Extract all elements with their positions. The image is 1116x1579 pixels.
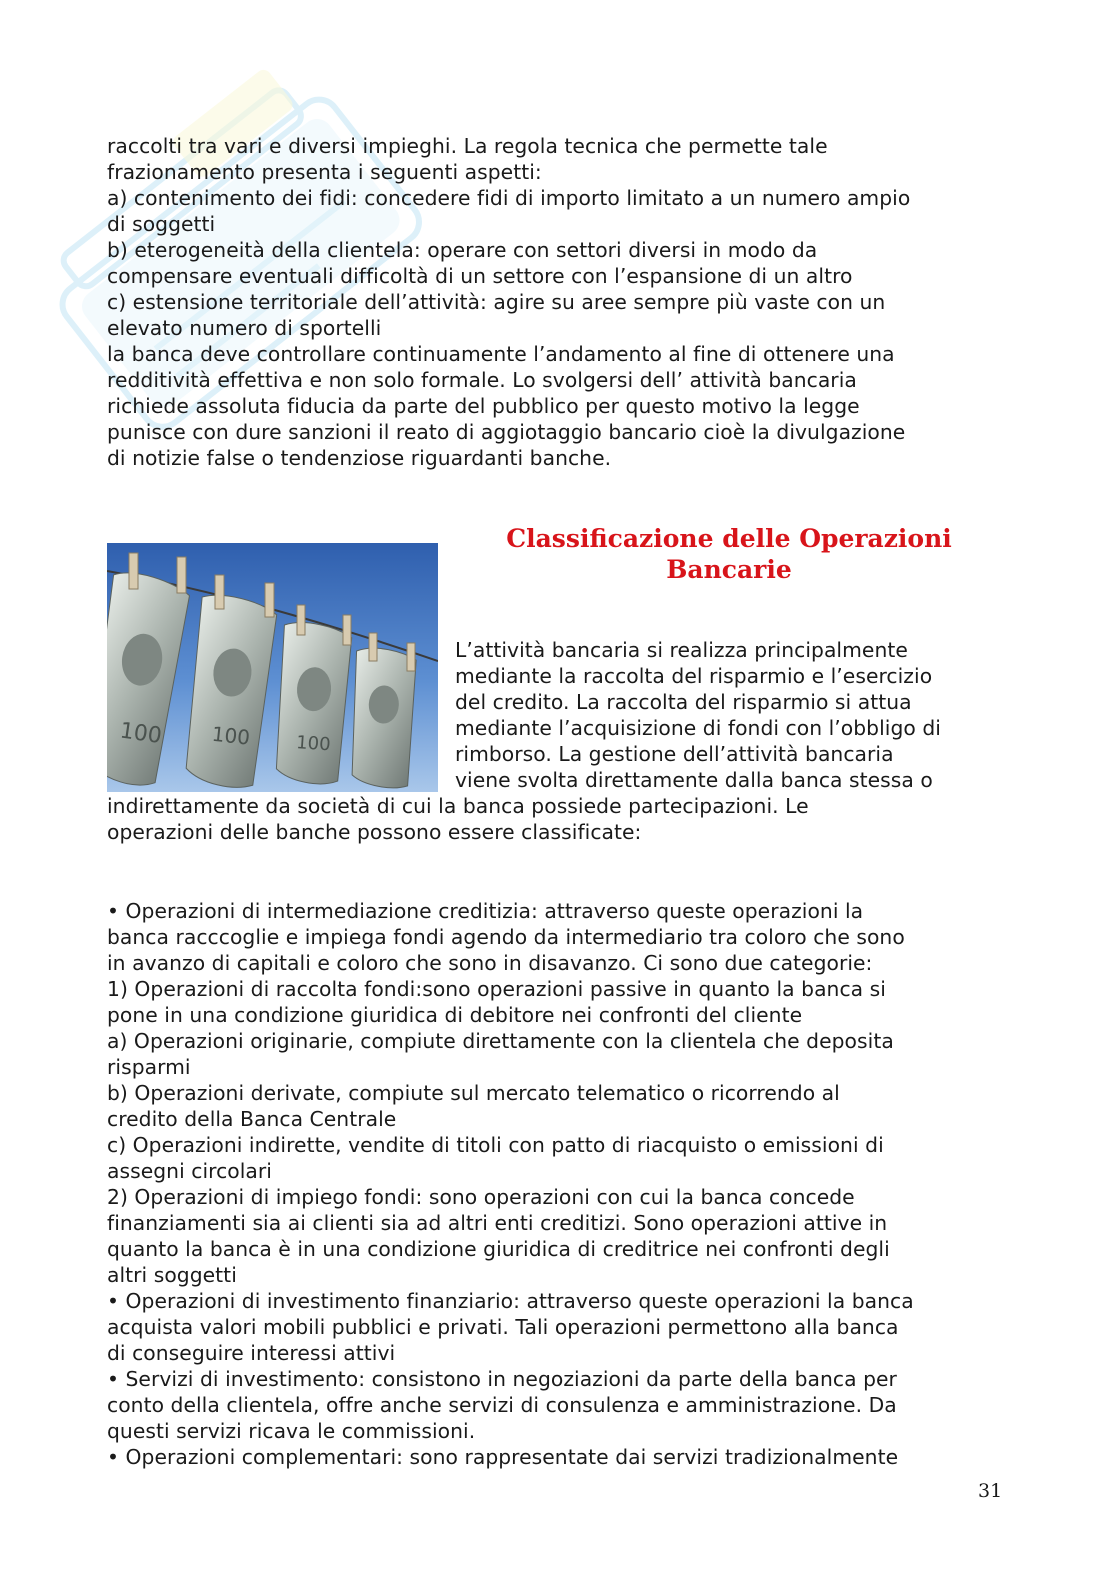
text-line: redditività effettiva e non solo formale. Lo svolgersi dell’ attività bancaria (107, 368, 857, 392)
heading-line: Classificazione delle Operazioni (506, 524, 952, 553)
text-line: b) eterogeneità della clientela: operare con settori diversi in modo da (107, 238, 818, 262)
list-item: a) Operazioni originarie, compiute direttamente con la clientela che deposita (107, 1029, 894, 1053)
banknotes-photo (107, 543, 438, 792)
list-item: conto della clientela, offre anche servizi di consulenza e amministrazione. Da (107, 1393, 897, 1417)
list-item: credito della Banca Centrale (107, 1107, 397, 1131)
text-line: L’attività bancaria si realizza principalmente (455, 638, 908, 662)
list-item: 2) Operazioni di impiego fondi: sono operazioni con cui la banca concede (107, 1185, 855, 1209)
operations-list (107, 898, 914, 1470)
heading-line: Bancarie (666, 555, 792, 584)
text-line: indirettamente da società di cui la banca possiede partecipazioni. Le (107, 794, 809, 818)
list-item: b) Operazioni derivate, compiute sul mercato telematico o ricorrendo al (107, 1081, 840, 1105)
list-item: • Operazioni complementari: sono rappresentate dai servizi tradizionalmente (107, 1445, 899, 1469)
svg-text:100: 100 (210, 721, 252, 750)
list-item: quanto la banca è in una condizione giuridica di creditrice nei confronti degli (107, 1237, 890, 1261)
banknotes-on-clothesline-icon (107, 543, 438, 792)
list-item: • Operazioni di intermediazione creditizia: attraverso queste operazioni la (107, 899, 864, 923)
text-line: la banca deve controllare continuamente l’andamento al fine di ottenere una (107, 342, 895, 366)
page-number: 31 (978, 1480, 1003, 1502)
list-item: questi servizi ricava le commissioni. (107, 1419, 476, 1443)
list-item: di conseguire interessi attivi (107, 1341, 396, 1365)
intro-continuation (107, 793, 809, 845)
text-line: del credito. La raccolta del risparmio si attua (455, 690, 912, 714)
list-item: pone in una condizione giuridica di debitore nei confronti del cliente (107, 1003, 803, 1027)
list-item: 1) Operazioni di raccolta fondi:sono operazioni passive in quanto la banca si (107, 977, 886, 1001)
svg-text:100: 100 (118, 718, 164, 750)
list-item: banca racccoglie e impiega fondi agendo da intermediario tra coloro che sono (107, 925, 905, 949)
text-line: di notizie false o tendenziose riguardanti banche. (107, 446, 612, 470)
list-item: c) Operazioni indirette, vendite di titoli con patto di riacquisto o emissioni di (107, 1133, 884, 1157)
text-line: c) estensione territoriale dell’attività: agire su aree sempre più vaste con un (107, 290, 886, 314)
text-line: richiede assoluta fiducia da parte del pubblico per questo motivo la legge (107, 394, 860, 418)
text-line: frazionamento presenta i seguenti aspetti: (107, 160, 542, 184)
text-line: a) contenimento dei fidi: concedere fidi di importo limitato a un numero ampio (107, 186, 911, 210)
svg-text:100: 100 (295, 732, 332, 756)
text-line: mediante l’acquisizione di fondi con l’obbligo di (455, 716, 941, 740)
list-item: finanziamenti sia ai clienti sia ad altri enti creditizi. Sono operazioni attive in (107, 1211, 888, 1235)
text-line: operazioni delle banche possono essere classificate: (107, 820, 642, 844)
list-item: acquista valori mobili pubblici e privati. Tali operazioni permettono alla banca (107, 1315, 899, 1339)
text-line: rimborso. La gestione dell’attività bancaria (455, 742, 894, 766)
text-line: compensare eventuali difficoltà di un settore con l’espansione di un altro (107, 264, 853, 288)
text-line: mediante la raccolta del risparmio e l’esercizio (455, 664, 933, 688)
text-line: viene svolta direttamente dalla banca stessa o (455, 768, 933, 792)
list-item: altri soggetti (107, 1263, 237, 1287)
intro-paragraph (455, 637, 941, 793)
list-item: • Operazioni di investimento finanziario: attraverso queste operazioni la banca (107, 1289, 914, 1313)
section-heading (462, 523, 996, 585)
list-item: • Servizi di investimento: consistono in negoziazioni da parte della banca per (107, 1367, 897, 1391)
list-item: risparmi (107, 1055, 191, 1079)
list-item: in avanzo di capitali e coloro che sono in disavanzo. Ci sono due categorie: (107, 951, 873, 975)
text-line: di soggetti (107, 212, 216, 236)
text-line: punisce con dure sanzioni il reato di aggiotaggio bancario cioè la divulgazione (107, 420, 906, 444)
list-item: assegni circolari (107, 1159, 272, 1183)
paragraph-top (107, 133, 910, 471)
text-line: elevato numero di sportelli (107, 316, 382, 340)
text-line: raccolti tra vari e diversi impieghi. La regola tecnica che permette tale (107, 134, 828, 158)
